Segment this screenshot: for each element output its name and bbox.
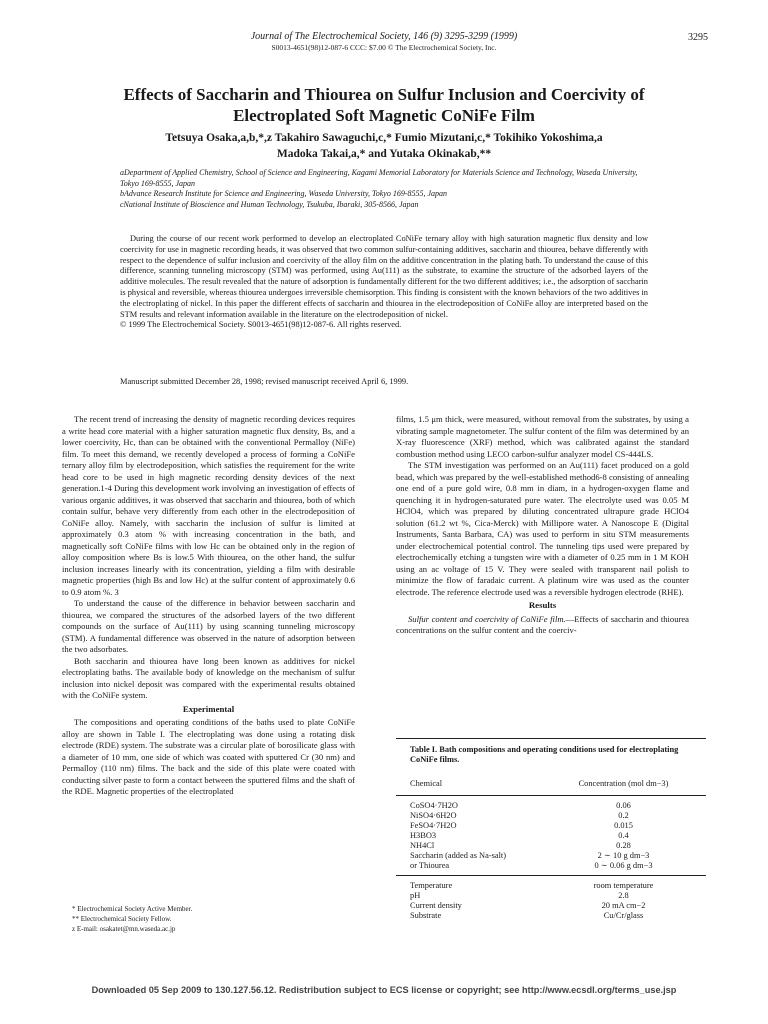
table-cell-value: Cu/Cr/glass — [603, 911, 644, 920]
footnotes — [72, 904, 352, 934]
table-cell-condition: Substrate — [410, 911, 442, 920]
table-chemicals-group — [396, 796, 706, 875]
experimental-paragraph-1: The compositions and operating conditions of the baths used to plate CoNiFe alloy are shown in Table I. The electroplating was done using a rotating disk electrode (RDE) system. The substrate was a circular plate of borosilicate glass with a diameter of 10 mm, one side of which was coated with sputtered Cr (30 nm) and Permalloy (110 nm) films. The back and the side of this plate were coated with conducting silver paste to form a contact between the sputtered films and the shaft of the RDE. Magnetic properties of the electroplated — [62, 717, 355, 796]
table-cell-value: 2.8 — [618, 891, 629, 900]
table-caption: Table I. Bath compositions and operating conditions used for electroplating CoNiFe films. — [410, 745, 679, 764]
table-row — [396, 861, 706, 871]
author-line-2: Madoka Takai,a,* and Yutaka Okinakab,** — [276, 148, 492, 160]
table-cell-value: 0.06 — [616, 801, 631, 810]
table-cell-value: room temperature — [593, 881, 654, 890]
table-cell-chemical: CoSO4·7H2O — [410, 801, 458, 810]
table-cell-condition: Temperature — [410, 881, 453, 890]
page-number: 3295 — [688, 32, 708, 43]
table-conditions-group — [396, 876, 706, 925]
table-row — [396, 901, 706, 911]
results-subheading: Sulfur content and coercivity of CoNiFe film. — [408, 613, 566, 624]
table-row — [396, 911, 706, 921]
table-cell-value: 2 ∼ 10 g dm−3 — [597, 851, 650, 860]
table-cell-value: 0 ∼ 0.06 g dm−3 — [594, 861, 653, 870]
table-cell-chemical: NiSO4·6H2O — [410, 811, 457, 820]
table-row — [396, 881, 706, 891]
results-paragraph-1 — [396, 614, 689, 637]
right-column — [396, 414, 689, 637]
table-row — [396, 821, 706, 831]
table-row — [396, 801, 706, 811]
table-row — [396, 841, 706, 851]
author-list — [90, 130, 678, 162]
table-cell-condition: pH — [410, 891, 421, 900]
table-cell-value: 0.015 — [614, 821, 633, 830]
manuscript-note: Manuscript submitted December 28, 1998; revised manuscript received April 6, 1999. — [120, 377, 409, 386]
footnote-email: z E-mail: osakatet@mn.waseda.ac.jp — [72, 925, 176, 933]
left-column — [62, 414, 355, 798]
journal-code-line: S0013-4651(98)12-087-6 CCC: $7.00 © The Electrochemical Society, Inc. — [271, 43, 497, 52]
table-row — [396, 811, 706, 821]
table-header-chemical: Chemical — [410, 779, 443, 788]
intro-paragraph-1: The recent trend of increasing the density of magnetic recording devices requires a write head core material with a higher saturation magnetic flux density, Bs, and a lower coercivity, Hc, than can be obtained with the conventional Permalloy (NiFe) film. To meet this demand, we recently developed a process of forming a CoNiFe ternary alloy film by electrodeposition, which satisfies the requirement for the write head core to be used in high magnetic recording density devices of the next generation.1-4 During this development work involving an investigation of effects of various organic additives, it was observed that saccharin and thiourea, both of which contain sulfur, behave very differently from each other in the electrodeposition of CoNiFe alloy. Namely, with saccharin the inclusion of sulfur is limited at approximately 0.3 atom % with increasing concentration in the bath, and magnetically soft CoNiFe films with low Hc can be obtained only in the region of alloy composition where Bs is low.5 With thiourea, on the other hand, the sulfur inclusion increases linearly with its concentration, yielding a film with desirable magnetic properties (high Bs and low Hc) at the sulfur content of approximately 0.6 to 0.9 atom %. 3 — [62, 414, 355, 597]
journal-citation: Journal of The Electrochemical Society, 146 (9) 3295-3299 (1999) — [250, 31, 518, 42]
table-1 — [396, 738, 706, 925]
results-text: —Effects of saccharin and thiourea concentrations on the sulfur content and the coerciv- — [396, 613, 689, 635]
abstract-text: During the course of our recent work performed to develop an electroplated CoNiFe ternary alloy with high saturation magnetic flux density and low coercivity for use in magnetic recording heads, it was observed that two common sulfur-containing additives, saccharin and thiourea, behave differently with respect to the dependence of sulfur inclusion and coercivity of the alloy film on the additive concentration in the plating bath. To understand the cause of this difference, scanning tunneling microscopy (STM) was performed, using Au(111) as the substrate, to examine the structure of the adsorbed layers of the additive molecules. The result revealed that the nature of adsorption is fundamentally different for the two different additives; i.e., the adsorption of saccharin is physical and reversible, whereas thiourea undergoes irreversible chemisorption. This finding is consistent with the known behaviors of the two additives in the electroplating of nickel. In this paper the different effects of saccharin and thiourea in the electrodeposition of CoNiFe alloy are interpreted based on the STM results and relevant information available in the literature on the electrodeposition of nickel. — [120, 234, 648, 319]
download-notice: Downloaded 05 Sep 2009 to 130.127.56.12. Redistribution subject to ECS license or copyright; see http://www.ecsdl.org/terms_use.jsp — [91, 985, 677, 995]
table-cell-value: 20 mA cm−2 — [601, 901, 646, 910]
results-heading: Results — [528, 600, 557, 610]
table-row — [396, 851, 706, 861]
intro-paragraph-3: Both saccharin and thiourea have long been known as additives for nickel electroplating baths. The available body of knowledge on the mechanism of sulfur inclusion into nickel deposit was compared with the experimental results obtained with the CoNiFe system. — [62, 655, 355, 700]
intro-paragraph-2: To understand the cause of the difference in behavior between saccharin and thiourea, we compared the structures of the adsorbed layers of the two different compounds on the surface of Au(111) by using scanning tunneling microscopy (STM). A fundamental difference was observed in the nature of adsorption between the two adsorbates. — [62, 598, 355, 654]
table-cell-value: 0.2 — [618, 811, 629, 820]
experimental-paragraph-2: films, 1.5 μm thick, were measured, without removal from the substrates, by using a vibrating sample magnetometer. The sulfur content of the film was determined by an X-ray fluorescence (XRF) method, which was calibrated against the standard combustion method using LECO carbon-sulfur analyzer model CS-444LS. — [396, 414, 689, 459]
table-header-concentration: Concentration (mol dm−3) — [578, 779, 669, 788]
table-cell-chemical: NH4Cl — [410, 841, 435, 850]
experimental-heading: Experimental — [182, 703, 235, 714]
abstract-copyright: © 1999 The Electrochemical Society. S0013-4651(98)12-087-6. All rights reserved. — [120, 320, 402, 330]
table-cell-chemical: or Thiourea — [410, 861, 450, 870]
footnote-fellow: ** Electrochemical Society Fellow. — [72, 915, 172, 923]
table-cell-condition: Current density — [410, 901, 462, 910]
table-header-row — [396, 773, 706, 795]
article-title: Effects of Saccharin and Thiourea on Sulfur Inclusion and Coercivity of Electroplated Soft Magnetic CoNiFe Film — [123, 85, 645, 125]
table-cell-chemical: FeSO4·7H2O — [410, 821, 457, 830]
table-cell-value: 0.28 — [616, 841, 631, 850]
table-cell-chemical: Saccharin (added as Na-salt) — [410, 851, 507, 860]
journal-header — [0, 31, 768, 53]
table-cell-value: 0.4 — [618, 831, 629, 840]
table-row — [396, 891, 706, 901]
abstract — [120, 234, 648, 331]
author-line-1: Tetsuya Osaka,a,b,*,z Takahiro Sawaguchi,c,* Fumio Mizutani,c,* Tokihiko Yokoshima,a — [165, 132, 603, 144]
table-row — [396, 831, 706, 841]
affiliation-a: aDepartment of Applied Chemistry, School of Science and Engineering, Kagami Memorial Laboratory for Materials Science and Technology, Waseda University, Tokyo 169-8555, Japan — [120, 168, 638, 188]
affiliations — [120, 168, 650, 210]
footnote-active-member: * Electrochemical Society Active Member. — [72, 905, 193, 913]
experimental-paragraph-3: The STM investigation was performed on an Au(111) facet produced on a gold bead, which was prepared by the well-established method6-8 consisting of annealing one end of a pure gold wire, 0.8 mm in diam, in a hydrogen-oxygen flame and quenching it in hydrogen-saturated pure water. The electrolyte used was 0.05 M HClO4, which was prepared by diluting concentrated ultrapure grade HClO4 solution (61.2 wt %, Cica-Merck) with Millipore water. A Nanoscope E (Digital Instruments, Santa Barbara, CA) was used to perform in situ STM measurements under electrochemical potential control. The tunneling tips used were prepared by electrochemically etching a tungsten wire with a diameter of 0.25 mm in 1 M KOH using an ac voltage of 15 V. They were sealed with transparent nail polish to minimize the flow of faradaic current. A platinum wire was used as the counter electrode. The reference electrode used was a reversible hydrogen electrode (RHE). — [396, 460, 689, 597]
affiliation-b: bAdvance Research Institute for Science and Engineering, Waseda University, Tokyo 169-8555, Japan — [120, 189, 448, 198]
table-cell-chemical: H3BO3 — [410, 831, 437, 840]
affiliation-c: cNational Institute of Bioscience and Human Technology, Tsukuba, Ibaraki, 305-8566, Japan — [120, 199, 419, 209]
